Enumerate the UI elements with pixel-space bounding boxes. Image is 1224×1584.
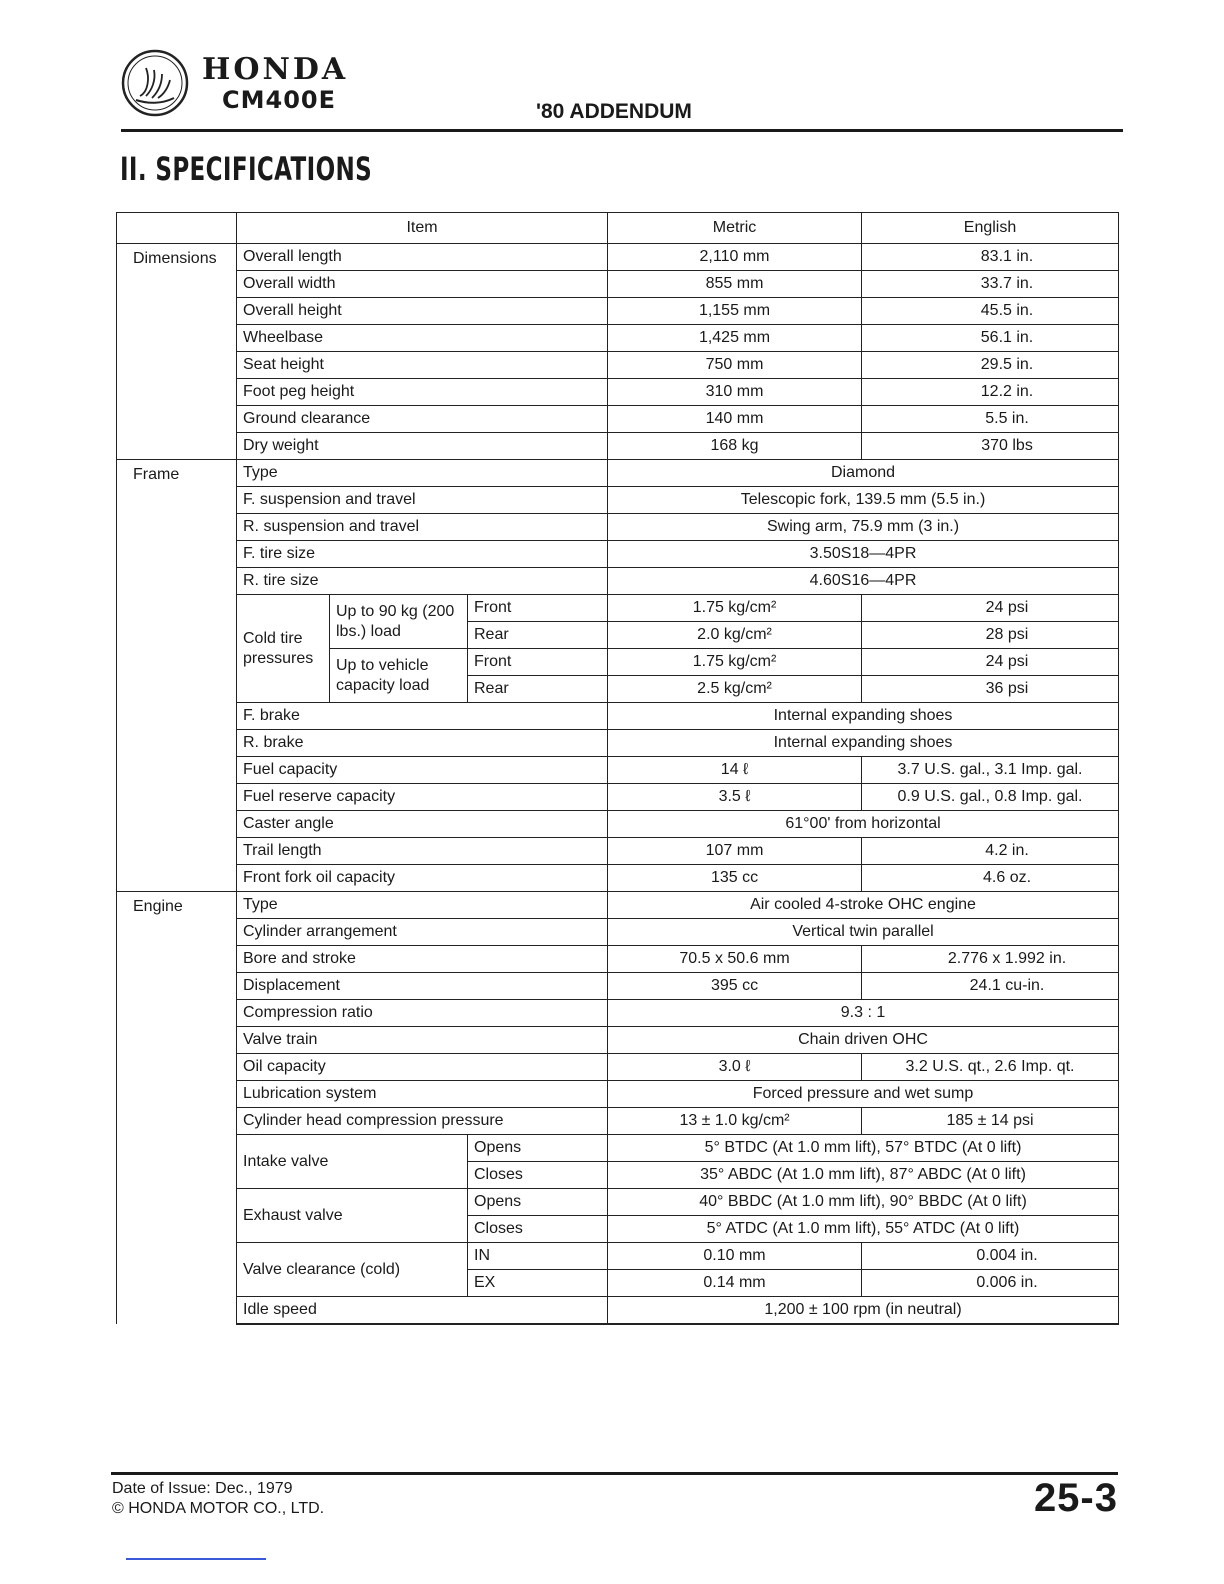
table-row <box>117 406 1119 433</box>
item-cell: Type <box>237 892 608 919</box>
metric-cell: 2.5 kg/cm² <box>608 676 862 703</box>
item-cell: Type <box>237 460 608 487</box>
english-cell: 83.1 in. <box>862 244 1119 271</box>
metric-cell: 107 mm <box>608 838 862 865</box>
table-row <box>117 433 1119 460</box>
copyright: © HONDA MOTOR CO., LTD. <box>112 1500 325 1517</box>
position-cell: Front <box>468 595 608 622</box>
item-cell: Wheelbase <box>237 325 608 352</box>
english-cell: 3.2 U.S. qt., 2.6 Imp. qt. <box>862 1054 1119 1081</box>
table-row <box>117 1000 1119 1027</box>
closes-label: Closes <box>468 1216 608 1243</box>
addendum-label: '80 ADDENDUM <box>536 100 692 123</box>
item-cell: Cylinder head compression pressure <box>237 1108 608 1135</box>
item-cell: Trail length <box>237 838 608 865</box>
item-cell: Overall width <box>237 271 608 298</box>
header-english: English <box>862 213 1119 244</box>
metric-cell: 168 kg <box>608 433 862 460</box>
table-row <box>117 352 1119 379</box>
table-row <box>117 514 1119 541</box>
value-cell: Telescopic fork, 139.5 mm (5.5 in.) <box>608 487 1119 514</box>
issue-date: Date of Issue: Dec., 1979 <box>112 1480 293 1497</box>
item-cell: Ground clearance <box>237 406 608 433</box>
header-divider <box>121 129 1123 132</box>
opens-label: Opens <box>468 1189 608 1216</box>
honda-wing-emblem-icon <box>120 48 190 118</box>
table-row <box>117 325 1119 352</box>
item-cell: Dry weight <box>237 433 608 460</box>
english-cell: 4.6 oz. <box>862 865 1119 892</box>
table-row <box>117 784 1119 811</box>
table-row <box>117 379 1119 406</box>
metric-cell: 395 cc <box>608 973 862 1000</box>
table-row <box>117 919 1119 946</box>
metric-cell: 2,110 mm <box>608 244 862 271</box>
item-cell: F. suspension and travel <box>237 487 608 514</box>
page-number: 25-3 <box>1033 1476 1118 1520</box>
header-corner-cell <box>117 213 237 244</box>
english-cell: 185 ± 14 psi <box>862 1108 1119 1135</box>
english-cell: 29.5 in. <box>862 352 1119 379</box>
group-dimensions: Dimensions <box>117 244 237 460</box>
model-name: CM400E <box>222 86 336 114</box>
metric-cell: 0.10 mm <box>608 1243 862 1270</box>
metric-cell: 14 ℓ <box>608 757 862 784</box>
english-cell: 56.1 in. <box>862 325 1119 352</box>
metric-cell: 0.14 mm <box>608 1270 862 1297</box>
english-cell: 28 psi <box>862 622 1119 649</box>
item-cell: Valve train <box>237 1027 608 1054</box>
english-cell: 12.2 in. <box>862 379 1119 406</box>
item-cell: Fuel capacity <box>237 757 608 784</box>
item-cell: Front fork oil capacity <box>237 865 608 892</box>
exhaust-valve-label: Exhaust valve <box>237 1189 468 1243</box>
header-metric: Metric <box>608 213 862 244</box>
value-cell: Air cooled 4-stroke OHC engine <box>608 892 1119 919</box>
metric-cell: 2.0 kg/cm² <box>608 622 862 649</box>
item-cell: Foot peg height <box>237 379 608 406</box>
item-cell: R. tire size <box>237 568 608 595</box>
footer-divider <box>111 1472 1118 1475</box>
value-cell: 4.60S16—4PR <box>608 568 1119 595</box>
english-cell: 36 psi <box>862 676 1119 703</box>
item-cell: R. suspension and travel <box>237 514 608 541</box>
english-cell: 33.7 in. <box>862 271 1119 298</box>
table-row <box>117 892 1119 919</box>
value-cell: 61°00' from horizontal <box>608 811 1119 838</box>
closes-label: Closes <box>468 1162 608 1189</box>
english-cell: 5.5 in. <box>862 406 1119 433</box>
value-cell: 5° ATDC (At 1.0 mm lift), 55° ATDC (At 0 lift) <box>608 1216 1119 1243</box>
english-cell: 2.776 x 1.992 in. <box>862 946 1119 973</box>
value-cell: 3.50S18—4PR <box>608 541 1119 568</box>
table-row <box>117 1108 1119 1135</box>
metric-cell: 1.75 kg/cm² <box>608 595 862 622</box>
metric-cell: 135 cc <box>608 865 862 892</box>
english-cell: 4.2 in. <box>862 838 1119 865</box>
item-cell: F. tire size <box>237 541 608 568</box>
table-row <box>117 487 1119 514</box>
table-row <box>117 973 1119 1000</box>
in-label: IN <box>468 1243 608 1270</box>
opens-label: Opens <box>468 1135 608 1162</box>
english-cell: 0.9 U.S. gal., 0.8 Imp. gal. <box>862 784 1119 811</box>
load-label: Up to vehicle capacity load <box>330 649 468 703</box>
header-item: Item <box>237 213 608 244</box>
table-row <box>117 865 1119 892</box>
position-cell: Front <box>468 649 608 676</box>
item-cell: Idle speed <box>237 1297 608 1325</box>
metric-cell: 13 ± 1.0 kg/cm² <box>608 1108 862 1135</box>
value-cell: 9.3 : 1 <box>608 1000 1119 1027</box>
value-cell: 35° ABDC (At 1.0 mm lift), 87° ABDC (At 0 lift) <box>608 1162 1119 1189</box>
table-row <box>117 568 1119 595</box>
metric-cell: 310 mm <box>608 379 862 406</box>
english-cell: 45.5 in. <box>862 298 1119 325</box>
metric-cell: 855 mm <box>608 271 862 298</box>
value-cell: Diamond <box>608 460 1119 487</box>
item-cell: Bore and stroke <box>237 946 608 973</box>
item-cell: Overall length <box>237 244 608 271</box>
value-cell: 40° BBDC (At 1.0 mm lift), 90° BBDC (At 0 lift) <box>608 1189 1119 1216</box>
english-cell: 24 psi <box>862 649 1119 676</box>
value-cell: Swing arm, 75.9 mm (3 in.) <box>608 514 1119 541</box>
table-row <box>117 703 1119 730</box>
value-cell: 1,200 ± 100 rpm (in neutral) <box>608 1297 1119 1325</box>
metric-cell: 1.75 kg/cm² <box>608 649 862 676</box>
intake-valve-label: Intake valve <box>237 1135 468 1189</box>
specifications-table <box>116 212 1119 1325</box>
brand-name: HONDA <box>202 52 349 87</box>
english-cell: 24.1 cu-in. <box>862 973 1119 1000</box>
ex-label: EX <box>468 1270 608 1297</box>
item-cell: Overall height <box>237 298 608 325</box>
metric-cell: 1,155 mm <box>608 298 862 325</box>
item-cell: Displacement <box>237 973 608 1000</box>
metric-cell: 140 mm <box>608 406 862 433</box>
value-cell: 5° BTDC (At 1.0 mm lift), 57° BTDC (At 0 lift) <box>608 1135 1119 1162</box>
item-cell: Oil capacity <box>237 1054 608 1081</box>
group-frame: Frame <box>117 460 237 892</box>
value-cell: Vertical twin parallel <box>608 919 1119 946</box>
load-label: Up to 90 kg (200 lbs.) load <box>330 595 468 649</box>
table-row <box>117 1297 1119 1325</box>
metric-cell: 750 mm <box>608 352 862 379</box>
english-cell: 3.7 U.S. gal., 3.1 Imp. gal. <box>862 757 1119 784</box>
table-row <box>117 1243 1119 1270</box>
english-cell: 0.006 in. <box>862 1270 1119 1297</box>
item-cell: Cylinder arrangement <box>237 919 608 946</box>
english-cell: 370 lbs <box>862 433 1119 460</box>
table-row <box>117 244 1119 271</box>
table-row <box>117 1054 1119 1081</box>
value-cell: Internal expanding shoes <box>608 730 1119 757</box>
metric-cell: 1,425 mm <box>608 325 862 352</box>
table-row <box>117 1135 1119 1162</box>
item-cell: Lubrication system <box>237 1081 608 1108</box>
metric-cell: 3.0 ℓ <box>608 1054 862 1081</box>
metric-cell: 70.5 x 50.6 mm <box>608 946 862 973</box>
table-row <box>117 1081 1119 1108</box>
table-row <box>117 1189 1119 1216</box>
item-cell: Fuel reserve capacity <box>237 784 608 811</box>
metric-cell: 3.5 ℓ <box>608 784 862 811</box>
item-cell: Compression ratio <box>237 1000 608 1027</box>
item-cell: Caster angle <box>237 811 608 838</box>
link-underline <box>126 1558 266 1560</box>
table-row <box>117 1027 1119 1054</box>
table-row <box>117 595 1119 622</box>
table-row <box>117 811 1119 838</box>
valve-clearance-label: Valve clearance (cold) <box>237 1243 468 1297</box>
cold-tire-label: Cold tire pressures <box>237 595 330 703</box>
item-cell: Seat height <box>237 352 608 379</box>
table-row <box>117 460 1119 487</box>
table-row <box>117 271 1119 298</box>
item-cell: R. brake <box>237 730 608 757</box>
group-engine: Engine <box>117 892 237 1325</box>
position-cell: Rear <box>468 622 608 649</box>
section-title: II. SPECIFICATIONS <box>120 150 373 188</box>
english-cell: 0.004 in. <box>862 1243 1119 1270</box>
value-cell: Forced pressure and wet sump <box>608 1081 1119 1108</box>
table-row <box>117 946 1119 973</box>
position-cell: Rear <box>468 676 608 703</box>
table-header-row <box>117 213 1119 244</box>
table-row <box>117 838 1119 865</box>
table-row <box>117 730 1119 757</box>
item-cell: F. brake <box>237 703 608 730</box>
table-row <box>117 298 1119 325</box>
value-cell: Internal expanding shoes <box>608 703 1119 730</box>
value-cell: Chain driven OHC <box>608 1027 1119 1054</box>
english-cell: 24 psi <box>862 595 1119 622</box>
table-row <box>117 757 1119 784</box>
table-row <box>117 541 1119 568</box>
